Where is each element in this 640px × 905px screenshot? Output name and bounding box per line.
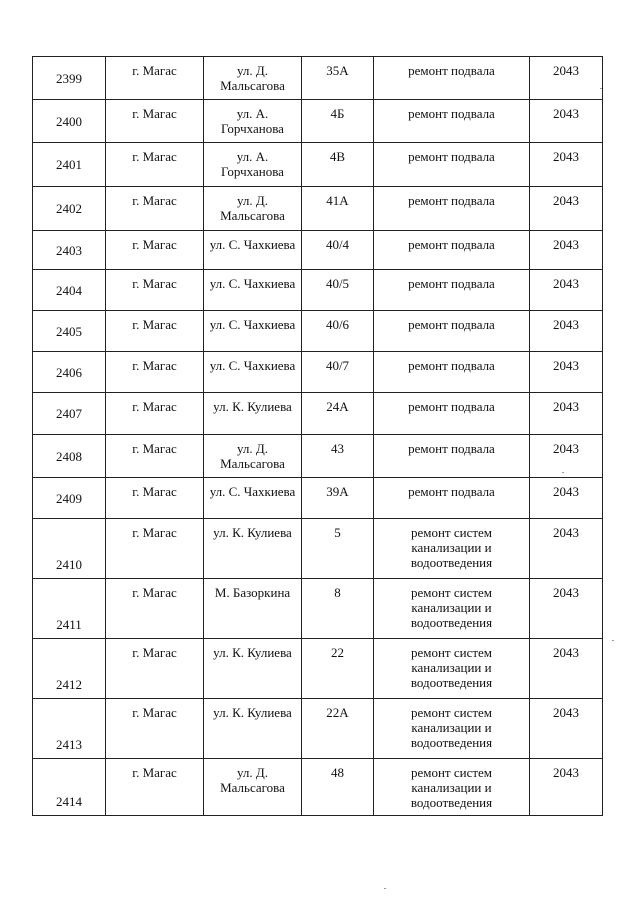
cell-city xyxy=(106,699,204,759)
cell-num: 2414 xyxy=(33,759,106,816)
year-text: 2043 xyxy=(553,276,579,291)
cell-work xyxy=(374,519,530,579)
cell-house xyxy=(302,579,374,639)
cell-work xyxy=(374,187,530,231)
work-text: ремонт систем канализации и водоотведения xyxy=(410,765,493,810)
cell-num: 2406 xyxy=(33,352,106,393)
work-text: ремонт подвала xyxy=(408,149,495,164)
cell-city xyxy=(106,100,204,143)
street-text: ул. К. Кулиева xyxy=(213,705,292,720)
house-text: 35А xyxy=(326,63,349,78)
cell-house xyxy=(302,639,374,699)
cell-street xyxy=(204,311,302,352)
city-text: г. Магас xyxy=(132,525,177,540)
cell-year xyxy=(530,579,603,639)
street-text: ул. С. Чахкиева xyxy=(209,276,296,291)
cell-house xyxy=(302,100,374,143)
cell-city xyxy=(106,231,204,270)
cell-year xyxy=(530,519,603,579)
street-text: ул. С. Чахкиева xyxy=(209,317,296,332)
cell-street xyxy=(204,352,302,393)
year-text: 2043 xyxy=(553,399,579,414)
house-text: 24А xyxy=(326,399,349,414)
cell-work xyxy=(374,435,530,478)
scan-speck xyxy=(600,88,602,89)
cell-num: 2409 xyxy=(33,478,106,519)
work-text: ремонт подвала xyxy=(408,193,495,208)
street-text: ул. Д. Мальсагова xyxy=(220,765,285,795)
cell-num: 2408 xyxy=(33,435,106,478)
cell-street xyxy=(204,143,302,187)
street-text: ул. Д. Мальсагова xyxy=(220,193,285,223)
house-text: 48 xyxy=(331,765,344,780)
house-text: 41А xyxy=(326,193,349,208)
cell-year xyxy=(530,270,603,311)
street-text: ул. А. Горчханова xyxy=(221,149,284,179)
cell-city xyxy=(106,759,204,816)
cell-house xyxy=(302,478,374,519)
work-text: ремонт систем канализации и водоотведения xyxy=(410,705,493,750)
cell-year xyxy=(530,759,603,816)
house-text: 22 xyxy=(331,645,344,660)
cell-num: 2404 xyxy=(33,270,106,311)
table-row xyxy=(33,270,603,311)
table-row xyxy=(33,519,603,579)
city-text: г. Магас xyxy=(132,645,177,660)
city-text: г. Магас xyxy=(132,441,177,456)
year-text: 2043 xyxy=(553,765,579,780)
year-text: 2043 xyxy=(553,705,579,720)
cell-city xyxy=(106,435,204,478)
cell-house xyxy=(302,187,374,231)
cell-work xyxy=(374,352,530,393)
table-row xyxy=(33,579,603,639)
cell-num: 2413 xyxy=(33,699,106,759)
cell-year xyxy=(530,393,603,435)
cell-num: 2410 xyxy=(33,519,106,579)
year-text: 2043 xyxy=(553,193,579,208)
cell-year xyxy=(530,311,603,352)
year-text: 2043 xyxy=(553,317,579,332)
street-text: ул. А. Горчханова xyxy=(221,106,284,136)
cell-work xyxy=(374,699,530,759)
cell-num: 2399 xyxy=(33,57,106,100)
cell-num: 2402 xyxy=(33,187,106,231)
scan-speck xyxy=(562,472,564,473)
year-text: 2043 xyxy=(553,441,579,456)
city-text: г. Магас xyxy=(132,237,177,252)
work-text: ремонт подвала xyxy=(408,484,495,499)
house-text: 39А xyxy=(326,484,349,499)
house-text: 4Б xyxy=(330,106,345,121)
cell-street xyxy=(204,187,302,231)
year-text: 2043 xyxy=(553,358,579,373)
house-text: 40/5 xyxy=(325,276,350,291)
cell-street xyxy=(204,759,302,816)
table-row xyxy=(33,393,603,435)
street-text: ул. Д. Мальсагова xyxy=(220,63,285,93)
street-text: ул. К. Кулиева xyxy=(213,525,292,540)
table-row xyxy=(33,759,603,816)
cell-work xyxy=(374,100,530,143)
table-row xyxy=(33,187,603,231)
work-text: ремонт систем канализации и водоотведения xyxy=(410,645,493,690)
cell-city xyxy=(106,639,204,699)
table-row xyxy=(33,100,603,143)
cell-street xyxy=(204,639,302,699)
work-text: ремонт подвала xyxy=(408,237,495,252)
year-text: 2043 xyxy=(553,106,579,121)
city-text: г. Магас xyxy=(132,585,177,600)
city-text: г. Магас xyxy=(132,705,177,720)
house-text: 22А xyxy=(326,705,349,720)
cell-street xyxy=(204,699,302,759)
year-text: 2043 xyxy=(553,484,579,499)
cell-street xyxy=(204,270,302,311)
cell-city xyxy=(106,270,204,311)
year-text: 2043 xyxy=(553,149,579,164)
street-text: ул. С. Чахкиева xyxy=(209,484,296,499)
cell-house xyxy=(302,143,374,187)
street-text: ул. С. Чахкиева xyxy=(209,358,296,373)
cell-num: 2403 xyxy=(33,231,106,270)
cell-work xyxy=(374,759,530,816)
cell-num: 2405 xyxy=(33,311,106,352)
cell-work xyxy=(374,579,530,639)
cell-year xyxy=(530,639,603,699)
city-text: г. Магас xyxy=(132,317,177,332)
cell-house xyxy=(302,435,374,478)
cell-work xyxy=(374,311,530,352)
cell-city xyxy=(106,311,204,352)
scan-speck xyxy=(384,888,386,889)
cell-work xyxy=(374,393,530,435)
year-text: 2043 xyxy=(553,585,579,600)
table-row xyxy=(33,231,603,270)
cell-num: 2411 xyxy=(33,579,106,639)
cell-num: 2412 xyxy=(33,639,106,699)
cell-street xyxy=(204,100,302,143)
cell-year xyxy=(530,187,603,231)
work-text: ремонт систем канализации и водоотведения xyxy=(410,525,493,570)
house-text: 43 xyxy=(331,441,344,456)
city-text: г. Магас xyxy=(132,399,177,414)
cell-year xyxy=(530,435,603,478)
cell-city xyxy=(106,579,204,639)
table-row xyxy=(33,699,603,759)
cell-work xyxy=(374,57,530,100)
cell-house xyxy=(302,352,374,393)
cell-street xyxy=(204,579,302,639)
cell-city xyxy=(106,393,204,435)
cell-year xyxy=(530,352,603,393)
street-text: ул. К. Кулиева xyxy=(213,399,292,414)
year-text: 2043 xyxy=(553,237,579,252)
city-text: г. Магас xyxy=(132,484,177,499)
work-text: ремонт подвала xyxy=(408,106,495,121)
cell-num: 2400 xyxy=(33,100,106,143)
cell-street xyxy=(204,519,302,579)
street-text: ул. К. Кулиева xyxy=(213,645,292,660)
cell-year xyxy=(530,478,603,519)
house-text: 5 xyxy=(334,525,341,540)
cell-num: 2407 xyxy=(33,393,106,435)
cell-num: 2401 xyxy=(33,143,106,187)
cell-city xyxy=(106,57,204,100)
work-text: ремонт подвала xyxy=(408,441,495,456)
cell-house xyxy=(302,231,374,270)
table-row xyxy=(33,639,603,699)
table-row xyxy=(33,57,603,100)
cell-street xyxy=(204,231,302,270)
street-text: ул. С. Чахкиева xyxy=(209,237,296,252)
cell-city xyxy=(106,187,204,231)
cell-house xyxy=(302,393,374,435)
city-text: г. Магас xyxy=(132,276,177,291)
cell-street xyxy=(204,57,302,100)
city-text: г. Магас xyxy=(132,193,177,208)
year-text: 2043 xyxy=(553,63,579,78)
cell-house xyxy=(302,699,374,759)
cell-house xyxy=(302,311,374,352)
work-text: ремонт подвала xyxy=(408,276,495,291)
work-text: ремонт подвала xyxy=(408,317,495,332)
table-row xyxy=(33,478,603,519)
cell-house xyxy=(302,57,374,100)
cell-work xyxy=(374,639,530,699)
cell-year xyxy=(530,231,603,270)
cell-work xyxy=(374,143,530,187)
cell-house xyxy=(302,519,374,579)
cell-street xyxy=(204,393,302,435)
cell-street xyxy=(204,435,302,478)
registry-table-body xyxy=(33,57,603,816)
house-text: 40/6 xyxy=(325,317,350,332)
scan-speck xyxy=(612,640,614,641)
cell-work xyxy=(374,270,530,311)
cell-house xyxy=(302,270,374,311)
cell-year xyxy=(530,143,603,187)
cell-work xyxy=(374,478,530,519)
cell-year xyxy=(530,100,603,143)
cell-city xyxy=(106,352,204,393)
year-text: 2043 xyxy=(553,525,579,540)
house-text: 8 xyxy=(334,585,341,600)
cell-street xyxy=(204,478,302,519)
cell-year xyxy=(530,699,603,759)
registry-table xyxy=(32,56,603,816)
street-text: М. Базоркина xyxy=(214,585,291,600)
table-row xyxy=(33,352,603,393)
city-text: г. Магас xyxy=(132,106,177,121)
house-text: 40/7 xyxy=(325,358,350,373)
table-row xyxy=(33,143,603,187)
work-text: ремонт подвала xyxy=(408,399,495,414)
table-row xyxy=(33,435,603,478)
cell-year xyxy=(530,57,603,100)
work-text: ремонт подвала xyxy=(408,63,495,78)
city-text: г. Магас xyxy=(132,63,177,78)
cell-house xyxy=(302,759,374,816)
city-text: г. Магас xyxy=(132,149,177,164)
house-text: 40/4 xyxy=(325,237,350,252)
city-text: г. Магас xyxy=(132,358,177,373)
street-text: ул. Д. Мальсагова xyxy=(220,441,285,471)
cell-work xyxy=(374,231,530,270)
work-text: ремонт систем канализации и водоотведения xyxy=(410,585,493,630)
cell-city xyxy=(106,143,204,187)
year-text: 2043 xyxy=(553,645,579,660)
table-row xyxy=(33,311,603,352)
city-text: г. Магас xyxy=(132,765,177,780)
work-text: ремонт подвала xyxy=(408,358,495,373)
cell-city xyxy=(106,478,204,519)
house-text: 4В xyxy=(329,149,346,164)
cell-city xyxy=(106,519,204,579)
